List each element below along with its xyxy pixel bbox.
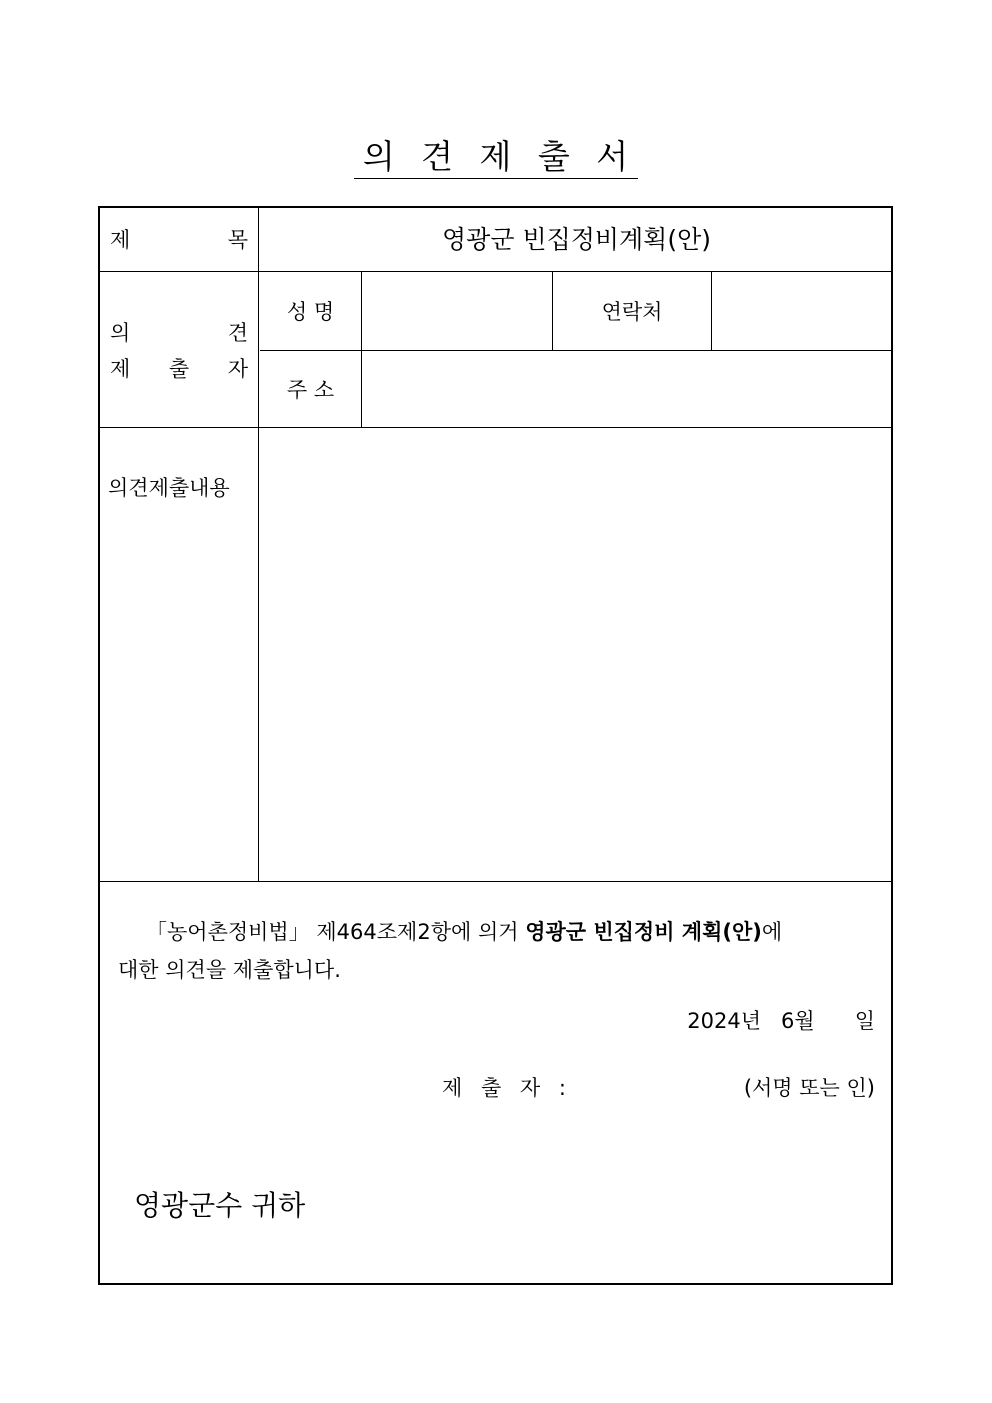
contact-input[interactable] [712,272,891,350]
subject-value: 영광군 빈집정비계획(안) [442,225,711,254]
law-reference: 「농어촌정비법」 제464조제2항에 의거 [146,920,526,944]
opinion-form [98,206,893,1285]
name-input[interactable] [362,272,552,350]
content-label: 의견제출내용 [108,476,230,500]
address-label: 주 소 [286,378,335,402]
signature-note: (서명 또는 인) [743,1076,875,1100]
submission-date: 2024년 6월 일 [687,1009,875,1033]
addressee: 영광군수 귀하 [134,1189,306,1222]
submitter-sign-label: 제 출 자 : [442,1076,572,1100]
contact-label: 연락처 [601,300,663,324]
statement-line2: 대한 의견을 제출합니다. [118,958,341,982]
subject-label: 제 목 [110,228,248,252]
plan-name: 영광군 빈집정비 계획(안) [525,920,762,944]
content-input[interactable] [259,428,891,881]
address-input[interactable] [362,351,891,427]
document-title: 의 견 제 출 서 [354,136,638,179]
submitter-label-line1: 의 견 [110,321,248,345]
submitter-label-line2: 제 출 자 [110,357,248,381]
statement-line1 [146,916,782,946]
row-divider-content [100,881,891,882]
statement-suffix: 에 [761,920,783,944]
name-label: 성 명 [286,300,335,324]
